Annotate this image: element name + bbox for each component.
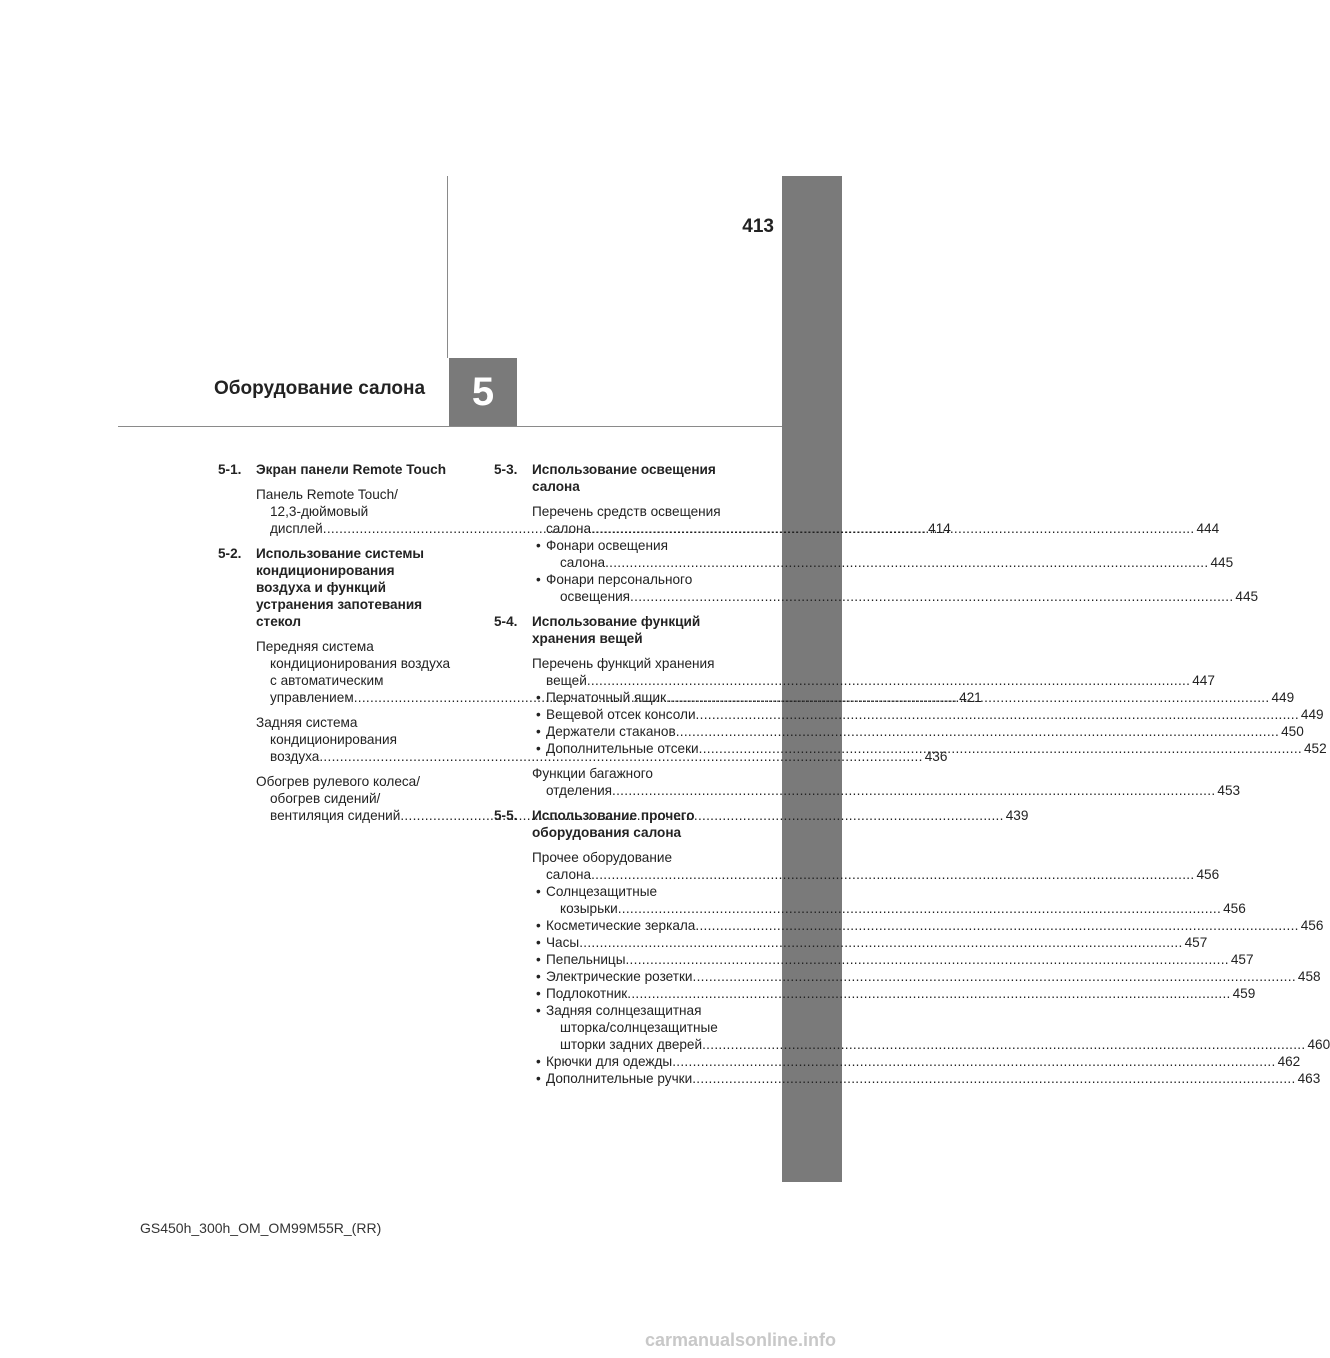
toc-subentry[interactable]: • Пепельницы ..... 457	[532, 951, 740, 968]
entry-page: 460	[1307, 1037, 1330, 1052]
entry-page: 456	[1300, 918, 1324, 933]
entry-page: 449	[1271, 690, 1295, 705]
section-title: воздуха и функций	[256, 580, 386, 595]
entry-page: 456	[1196, 867, 1220, 882]
entry-text: Прочее оборудование	[532, 850, 673, 865]
chapter-title: Оборудование салона	[214, 378, 426, 399]
entry-text: козырьки	[560, 901, 618, 916]
section-number: 5-1.	[218, 462, 242, 477]
entry-page: 439	[1005, 808, 1029, 823]
section-title: салона	[532, 479, 580, 494]
toc-subentry[interactable]: • Вещевой отсек консоли ..... 449	[532, 706, 740, 723]
entry-text: салона	[546, 867, 592, 882]
section-number: 5-4.	[494, 614, 518, 629]
page-number: 413	[742, 216, 774, 237]
entry-text: Крючки для одежды	[546, 1054, 673, 1069]
entry-text: 12,3-дюймовый	[270, 504, 369, 519]
toc-subentry[interactable]: • Солнцезащитные козырьки ..... 456	[532, 883, 740, 917]
entry-text: Пепельницы	[546, 952, 626, 967]
entry-text: Дополнительные отсеки	[546, 741, 699, 756]
section-title: Использование прочего	[532, 808, 695, 823]
entry-text: Перчаточный ящик	[546, 690, 667, 705]
entry-text: управлением	[270, 690, 354, 705]
entry-text: Задняя солнцезащитная	[546, 1003, 702, 1018]
entry-text: кондиционирования	[270, 732, 397, 747]
section-title: Использование системы	[256, 546, 425, 561]
entry-page: 457	[1230, 952, 1254, 967]
section-title: устранения запотевания	[256, 597, 423, 612]
entry-page: 450	[1281, 724, 1304, 739]
entry-page: 457	[1184, 935, 1208, 950]
toc-entry[interactable]	[494, 765, 1241, 799]
entry-page: 453	[1217, 783, 1241, 798]
entry-text: обогрев сидений/	[270, 791, 381, 806]
entry-page: 414	[928, 521, 951, 536]
toc-subentry[interactable]: • Крючки для одежды ..... 462	[532, 1053, 740, 1070]
entry-text: шторка/солнцезащитные	[560, 1020, 718, 1035]
toc-subentry[interactable]: • Перчаточный ящик ..... 449	[532, 689, 740, 706]
entry-text: вентиляция сидений	[270, 808, 401, 823]
entry-page: 463	[1297, 1071, 1321, 1086]
entry-text: Фонари персонального	[546, 572, 693, 587]
toc-subentry[interactable]: • Фонари освещения салона ..... 445	[532, 537, 740, 571]
entry-text: Вещевой отсек консоли	[546, 707, 696, 722]
entry-text: Обогрев рулевого колеса/	[256, 774, 421, 789]
toc-entry[interactable]	[494, 849, 1330, 1087]
entry-text: кондиционирования воздуха	[270, 656, 451, 671]
entry-text: шторки задних дверей	[560, 1037, 703, 1052]
entry-text: воздуха	[270, 749, 320, 764]
toc-subentry[interactable]: • Держатели стаканов ..... 450	[532, 723, 740, 740]
toc-section-5-5[interactable]	[494, 807, 740, 841]
toc-subentry[interactable]: • Дополнительные отсеки ..... 452	[532, 740, 740, 757]
entry-text: салона	[560, 555, 606, 570]
section-number: 5-5.	[494, 808, 518, 823]
footer-doc-code: GS450h_300h_OM_OM99M55R_(RR)	[140, 1220, 382, 1236]
entry-page: 445	[1235, 589, 1259, 604]
toc-subentry[interactable]: • Электрические розетки ..... 458	[532, 968, 740, 985]
entry-page: 452	[1304, 741, 1327, 756]
entry-text: Дополнительные ручки	[546, 1071, 693, 1086]
entry-text: Солнцезащитные	[546, 884, 658, 899]
entry-text: Электрические розетки	[546, 969, 693, 984]
section-title: Использование освещения	[532, 462, 716, 477]
entry-page: 456	[1223, 901, 1246, 916]
entry-text: Задняя система	[256, 715, 358, 730]
entry-page: 445	[1210, 555, 1234, 570]
section-title: Экран панели Remote Touch	[256, 462, 447, 477]
toc-section-5-4[interactable]	[494, 613, 740, 647]
entry-text: освещения	[560, 589, 631, 604]
section-number: 5-2.	[218, 546, 242, 561]
divider-horizontal	[118, 426, 782, 427]
toc-subentry[interactable]: • Фонари персонального освещения ..... 445	[532, 571, 740, 605]
section-title: оборудования салона	[532, 825, 682, 840]
section-title: стекол	[256, 614, 302, 629]
entry-text: Функции багажного	[532, 766, 653, 781]
section-title: Использование функций	[532, 614, 701, 629]
toc-section-5-1[interactable]	[218, 461, 468, 478]
section-title: хранения вещей	[532, 631, 643, 646]
entry-text: Часы	[546, 935, 580, 950]
entry-page: 444	[1196, 521, 1220, 536]
toc-subentry[interactable]: • Часы ..... 457	[532, 934, 740, 951]
entry-page: 462	[1277, 1054, 1301, 1069]
entry-text: Косметические зеркала	[546, 918, 696, 933]
entry-text: Перечень функций хранения	[532, 656, 715, 671]
entry-text: Фонари освещения	[546, 538, 668, 553]
section-title: кондиционирования	[256, 563, 395, 578]
entry-page: 459	[1232, 986, 1256, 1001]
toc-subentry[interactable]: • Дополнительные ручки ..... 463	[532, 1070, 740, 1087]
entry-text: Перечень средств освещения	[532, 504, 721, 519]
chapter-number-box: 5	[449, 358, 517, 426]
entry-text: вещей	[546, 673, 587, 688]
divider-vertical	[447, 176, 448, 358]
entry-text: Держатели стаканов	[546, 724, 676, 739]
toc-subentry[interactable]: • Подлокотник ..... 459	[532, 985, 740, 1002]
entry-page: 421	[959, 690, 982, 705]
entry-text: салона	[546, 521, 592, 536]
entry-text: с автоматическим	[270, 673, 384, 688]
entry-page: 458	[1297, 969, 1321, 984]
entry-page: 447	[1192, 673, 1215, 688]
entry-text: Передняя система	[256, 639, 374, 654]
entry-text: дисплей	[270, 521, 323, 536]
entry-page: 449	[1300, 707, 1324, 722]
toc-section-5-3[interactable]	[494, 461, 740, 495]
entry-text: Панель Remote Touch/	[256, 487, 398, 502]
toc-subentry[interactable]: • Косметические зеркала ..... 456	[532, 917, 740, 934]
entry-text: отделения	[546, 783, 613, 798]
entry-text: Подлокотник	[546, 986, 628, 1001]
watermark: carmanualsonline.info	[645, 1330, 837, 1350]
entry-page: 436	[924, 749, 948, 764]
section-number: 5-3.	[494, 462, 518, 477]
toc-subentry[interactable]: • Задняя солнцезащитная шторка/солнцезащитные шторки задних дверей ..... 460	[532, 1002, 740, 1053]
toc-section-5-2[interactable]	[218, 545, 468, 630]
